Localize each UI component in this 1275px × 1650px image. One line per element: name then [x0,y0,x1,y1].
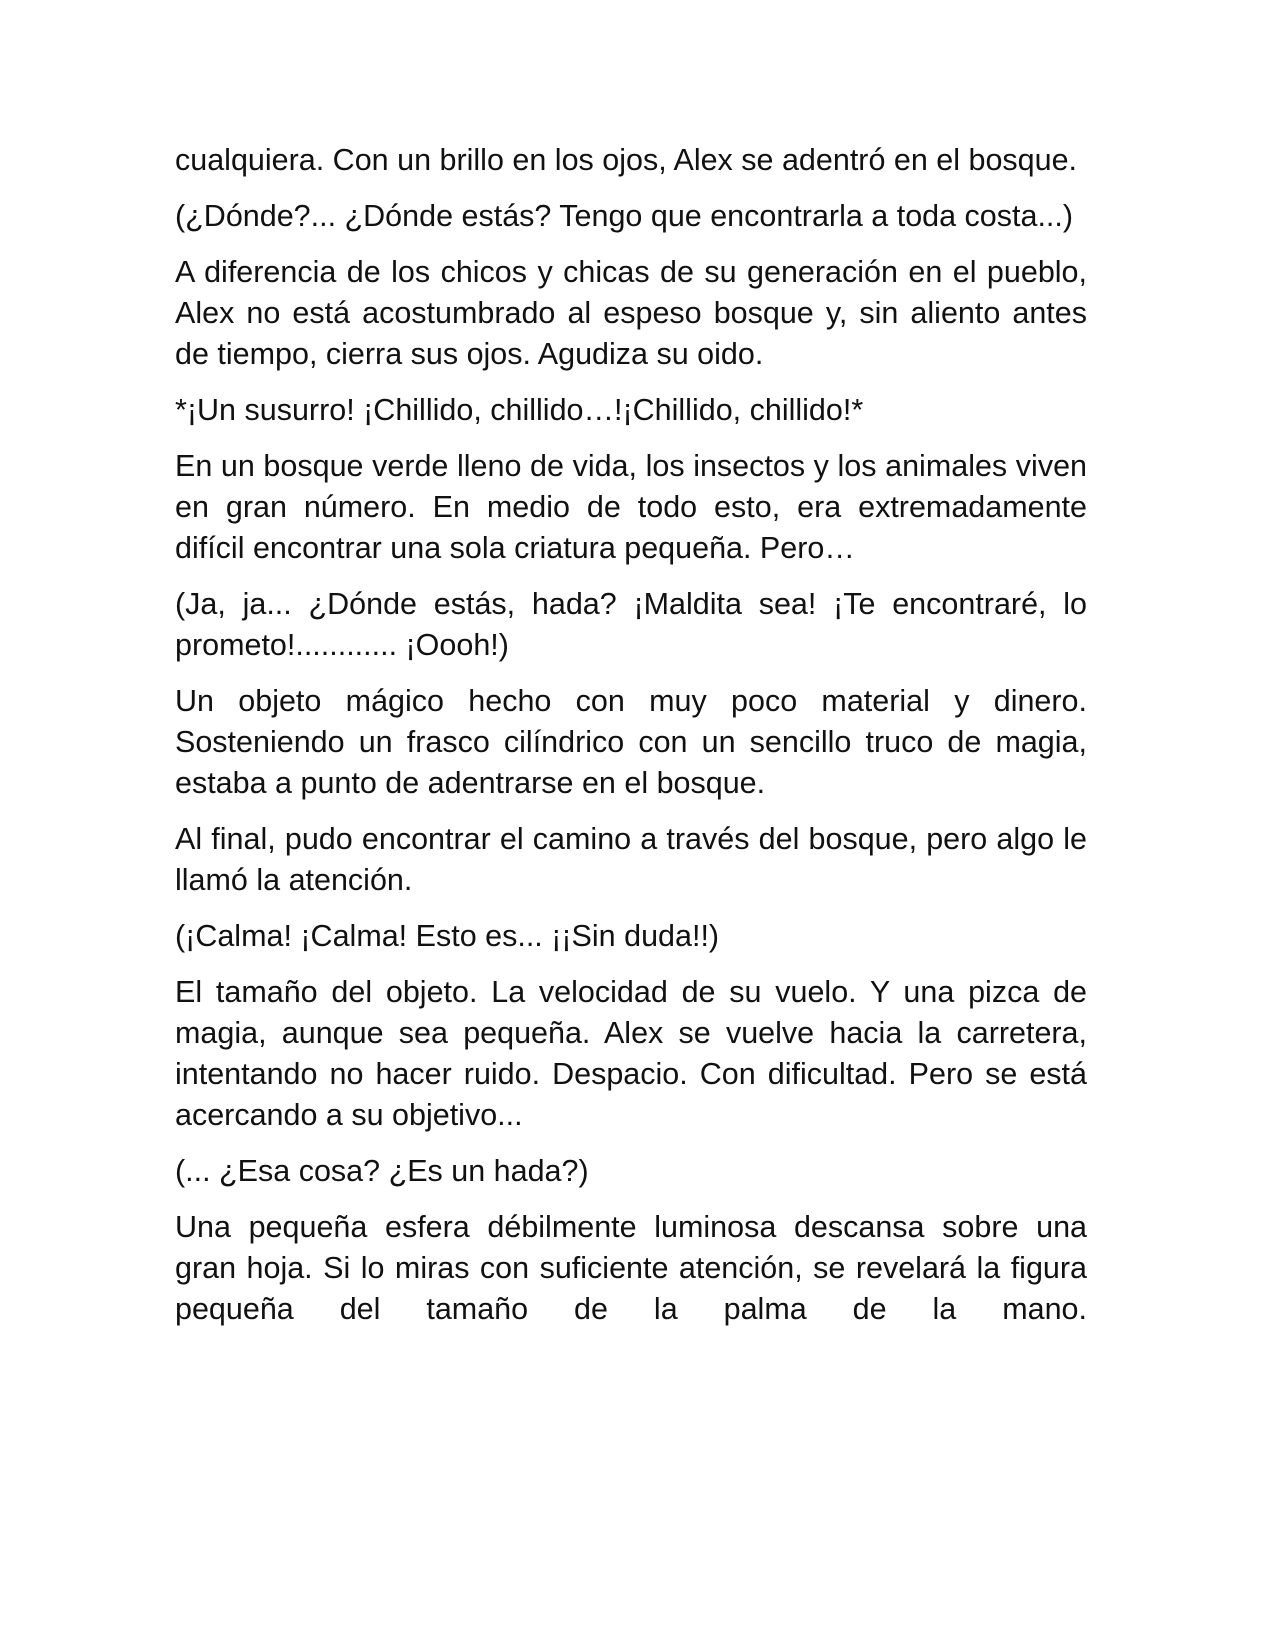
paragraph: (¿Dónde?... ¿Dónde estás? Tengo que encontrarla a toda costa...) [175,199,1074,233]
paragraph: (... ¿Esa cosa? ¿Es un hada?) [175,1154,589,1188]
paragraph: cualquiera. Con un brillo en los ojos, Alex se adentró en el bosque. [175,143,1078,177]
paragraph: Un objeto mágico hecho con muy poco material y dinero. Sosteniendo un frasco cilíndrico con un sencillo truco de magia, estaba a punto de adentrarse en el bosque. [175,684,1087,800]
paragraph: Al final, pudo encontrar el camino a través del bosque, pero algo le llamó la atención. [175,822,1087,897]
paragraph: El tamaño del objeto. La velocidad de su vuelo. Y una pizca de magia, aunque sea pequeña. Alex se vuelve hacia la carretera, intentando no hacer ruido. Despacio. Con dificultad. Pero se está acercando a su objetivo... [175,975,1087,1132]
paragraph: Una pequeña esfera débilmente luminosa descansa sobre una gran hoja. Si lo miras con suficiente atención, se revelará la figura pequeña del tamaño de la palma de la mano. [175,1210,1087,1326]
paragraph: (¡Calma! ¡Calma! Esto es... ¡¡Sin duda!!) [175,919,720,953]
paragraph: A diferencia de los chicos y chicas de su generación en el pueblo, Alex no está acostumbrado al espeso bosque y, sin aliento antes de tiempo, cierra sus ojos. Agudiza su oido. [175,255,1087,371]
paragraph: (Ja, ja... ¿Dónde estás, hada? ¡Maldita sea! ¡Te encontraré, lo prometo!............ ¡Oooh!) [175,587,1087,662]
paragraph: En un bosque verde lleno de vida, los insectos y los animales viven en gran número. En medio de todo esto, era extremadamente difícil encontrar una sola criatura pequeña. Pero… [175,449,1087,565]
document-page [175,140,1087,1345]
paragraph: *¡Un susurro! ¡Chillido, chillido…!¡Chillido, chillido!* [175,393,864,427]
